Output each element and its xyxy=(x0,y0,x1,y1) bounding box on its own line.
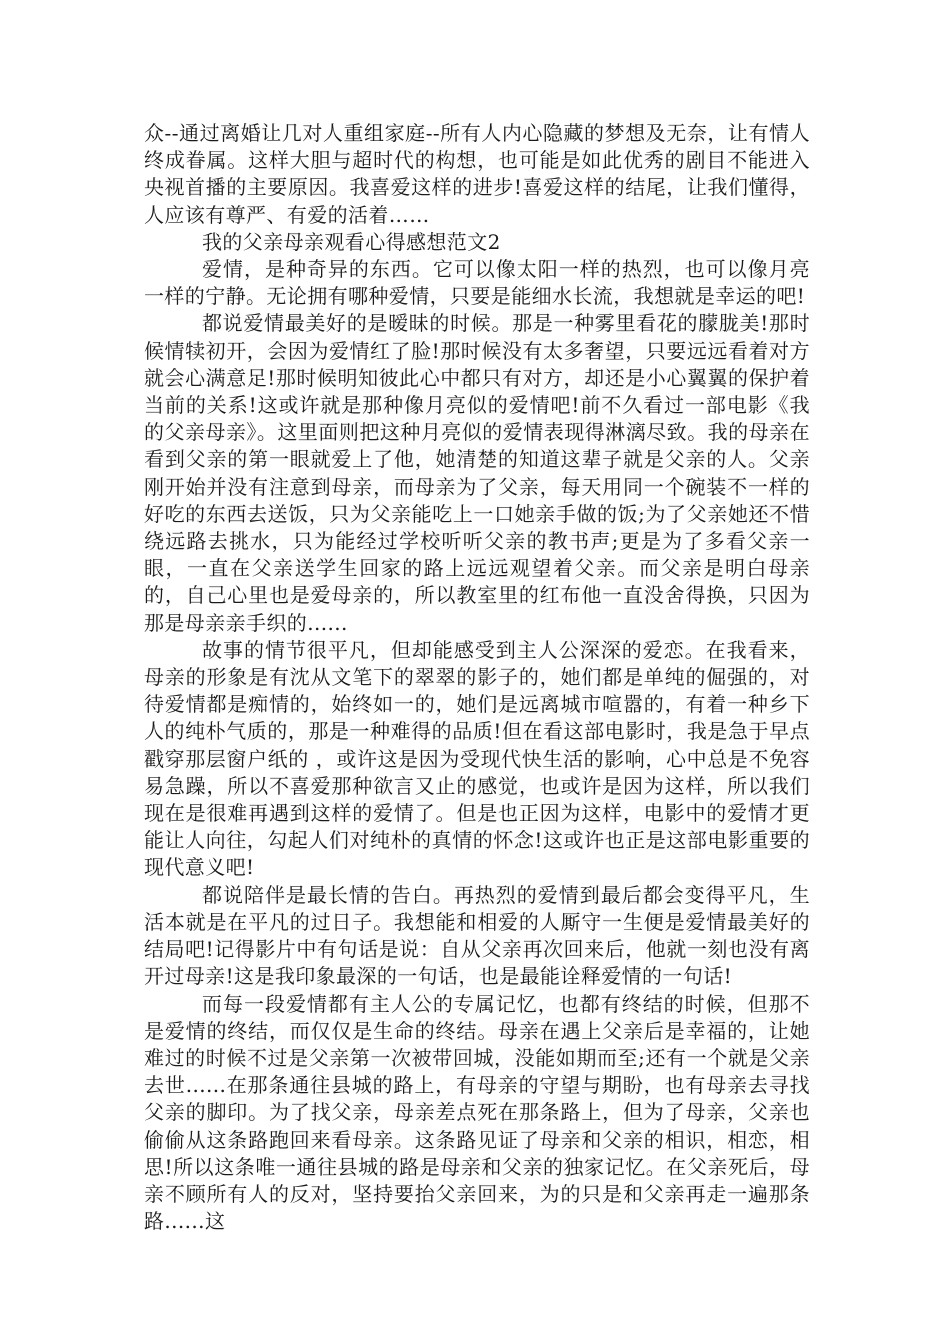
paragraph: 都说陪伴是最长情的告白。再热烈的爱情到最后都会变得平凡，生活本就是在平凡的过日子。我想能和相爱的人厮守一生便是爱情最美好的结局吧!记得影片中有句话是说：自从父亲再次回来后，他就一刻也没有离开过母亲!这是我印象最深的一句话，也是最能诠释爱情的一句话! xyxy=(144,882,810,989)
paragraph: 爱情，是种奇异的东西。它可以像太阳一样的热烈，也可以像月亮一样的宁静。无论拥有哪种爱情，只要是能细水长流，我想就是幸运的吧! xyxy=(144,257,810,309)
paragraph: 而每一段爱情都有主人公的专属记忆，也都有终结的时候，但那不是爱情的终结，而仅仅是生命的终结。母亲在遇上父亲后是幸福的，让她难过的时候不过是父亲第一次被带回城，没能如期而至;还有一个就是父亲去世......在那条通往县城的路上，有母亲的守望与期盼，也有母亲去寻找父亲的脚印。为了找父亲，母亲差点死在那条路上，但为了母亲，父亲也偷偷从这条路跑回来看母亲。这条路见证了母亲和父亲的相识，相恋，相思!所以这条唯一通往县城的路是母亲和父亲的独家记忆。在父亲死后，母亲不顾所有人的反对，坚持要抬父亲回来，为的只是和父亲再走一遍那条路......这 xyxy=(144,991,810,1234)
document-body xyxy=(144,120,810,1235)
section-heading: 我的父亲母亲观看心得感想范文2 xyxy=(202,229,501,254)
paragraph-continuation: 众--通过离婚让几对人重组家庭--所有人内心隐藏的梦想及无奈，让有情人终成眷属。这样大胆与超时代的构想，也可能是如此优秀的剧目不能进入央视首播的主要原因。我喜爱这样的进步!喜爱这样的结尾，让我们懂得，人应该有尊严、有爱的活着…… xyxy=(144,121,810,227)
paragraph: 都说爱情最美好的是暧昧的时候。那是一种雾里看花的朦胧美!那时候情犊初开，会因为爱情红了脸!那时候没有太多奢望，只要远远看着对方就会心满意足!那时候明知彼此心中都只有对方，却还是小心翼翼的保护着当前的关系!这或许就是那种像月亮似的爱情吧!前不久看过一部电影《我的父亲母亲》。这里面则把这种月亮似的爱情表现得淋漓尽致。我的母亲在看到父亲的第一眼就爱上了他，她清楚的知道这辈子就是父亲的人。父亲刚开始并没有注意到母亲，而母亲为了父亲，每天用同一个碗装不一样的好吃的东西去送饭，只为父亲能吃上一口她亲手做的饭;为了父亲她还不惜绕远路去挑水，只为能经过学校听听父亲的教书声;更是为了多看父亲一眼，一直在父亲送学生回家的路上远远观望着父亲。而父亲是明白母亲的，自己心里也是爱母亲的，所以教室里的红布他一直没舍得换，只因为那是母亲亲手织的...... xyxy=(144,311,810,635)
paragraph: 故事的情节很平凡，但却能感受到主人公深深的爱恋。在我看来，母亲的形象是有沈从文笔下的翠翠的影子的，她们都是单纯的倔强的，对待爱情都是痴情的，始终如一的，她们是远离城市喧嚣的，有着一种乡下人的纯朴气质的，那是一种难得的品质!但在看这部电影时，我是急于早点戳穿那层窗户纸的 ，或许这是因为受现代快生活的影响，心中总是不免容易急躁，所以不喜爱那种欲言又止的感觉，也或许是因为这样，所以我们现在是很难再遇到这样的爱情了。但是也正因为这样，电影中的爱情才更能让人向往，勾起人们对纯朴的真情的怀念!这或许也正是这部电影重要的现代意义吧! xyxy=(144,637,810,880)
